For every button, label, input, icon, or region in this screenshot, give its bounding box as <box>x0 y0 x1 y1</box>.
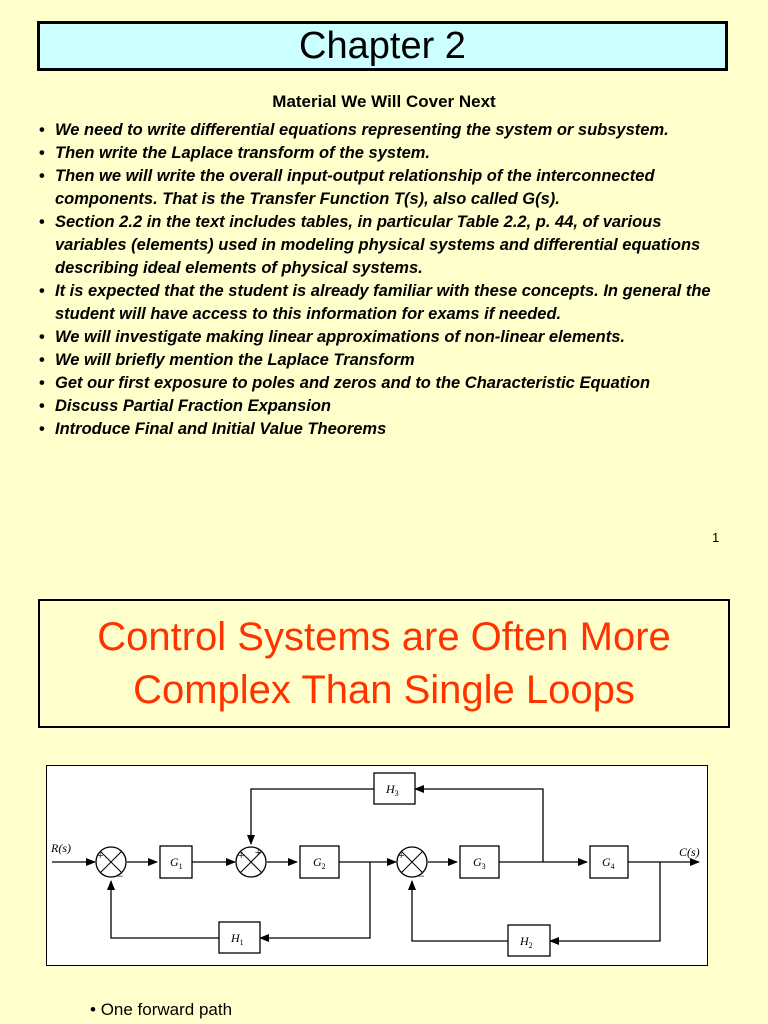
block-g4-label: $G_4$ <box>602 855 615 871</box>
bullet-item: • Then write the Laplace transform of the system. <box>39 144 431 162</box>
block-diagram-svg <box>47 766 707 965</box>
bullet-item: • Then we will write the overall input-output relationship of the interconnected components. That is the Transfer Function T(s), also called G(s). <box>39 167 655 208</box>
block-g2-label: $G_2$ <box>313 855 326 871</box>
input-label: R(s) <box>51 841 71 855</box>
page-number: 1 <box>712 530 720 545</box>
slide2-title-box <box>38 599 730 728</box>
bullet-item: • Get our first exposure to poles and zeros and to the Characteristic Equation <box>39 374 651 392</box>
block-g3-label: $G_3$ <box>473 855 486 871</box>
bottom-bullet: • One forward path <box>90 1000 233 1019</box>
junction2-plus-left: + <box>237 848 246 862</box>
bullet-item: • We need to write differential equations representing the system or subsystem. <box>39 121 669 139</box>
junction2-plus-top: + <box>254 845 263 859</box>
slide2-title-line2: Complex Than Single Loops <box>133 668 635 712</box>
bottom-bullet-text: One forward path <box>100 1000 233 1019</box>
block-h2-label: $H_2$ <box>520 934 533 950</box>
slide2-title-line1: Control Systems are Often More <box>97 615 671 659</box>
bullet-item: • Discuss Partial Fraction Expansion <box>39 397 332 415</box>
junction1-minus: − <box>116 869 125 883</box>
output-label: C(s) <box>679 845 700 859</box>
slide-subtitle: Material We Will Cover Next <box>272 92 496 111</box>
bullet-item: • We will investigate making linear approximations of non-linear elements. <box>39 328 625 346</box>
bullet-item: • Section 2.2 in the text includes tables, in particular Table 2.2, p. 44, of various variables (elements) used in modeling physical systems and differential equations describing ideal elements of physical systems. <box>39 213 701 277</box>
junction3-minus: − <box>417 869 426 883</box>
slide-title: Chapter 2 <box>299 25 466 67</box>
bullet-item: • We will briefly mention the Laplace Transform <box>39 351 415 369</box>
junction1-plus: + <box>96 848 105 862</box>
slide-title-box <box>37 21 728 71</box>
bullet-item: • Introduce Final and Initial Value Theorems <box>39 420 387 438</box>
block-diagram <box>46 765 708 966</box>
bullet-list <box>38 119 728 441</box>
bullet-item: • It is expected that the student is already familiar with these concepts. In general the student will have access to this information for exams if needed. <box>39 282 711 323</box>
junction3-plus: + <box>397 848 406 862</box>
block-h3-label: $H_3$ <box>386 782 399 798</box>
block-g1-label: $G_1$ <box>170 855 183 871</box>
block-h1-label: $H_1$ <box>231 931 244 947</box>
